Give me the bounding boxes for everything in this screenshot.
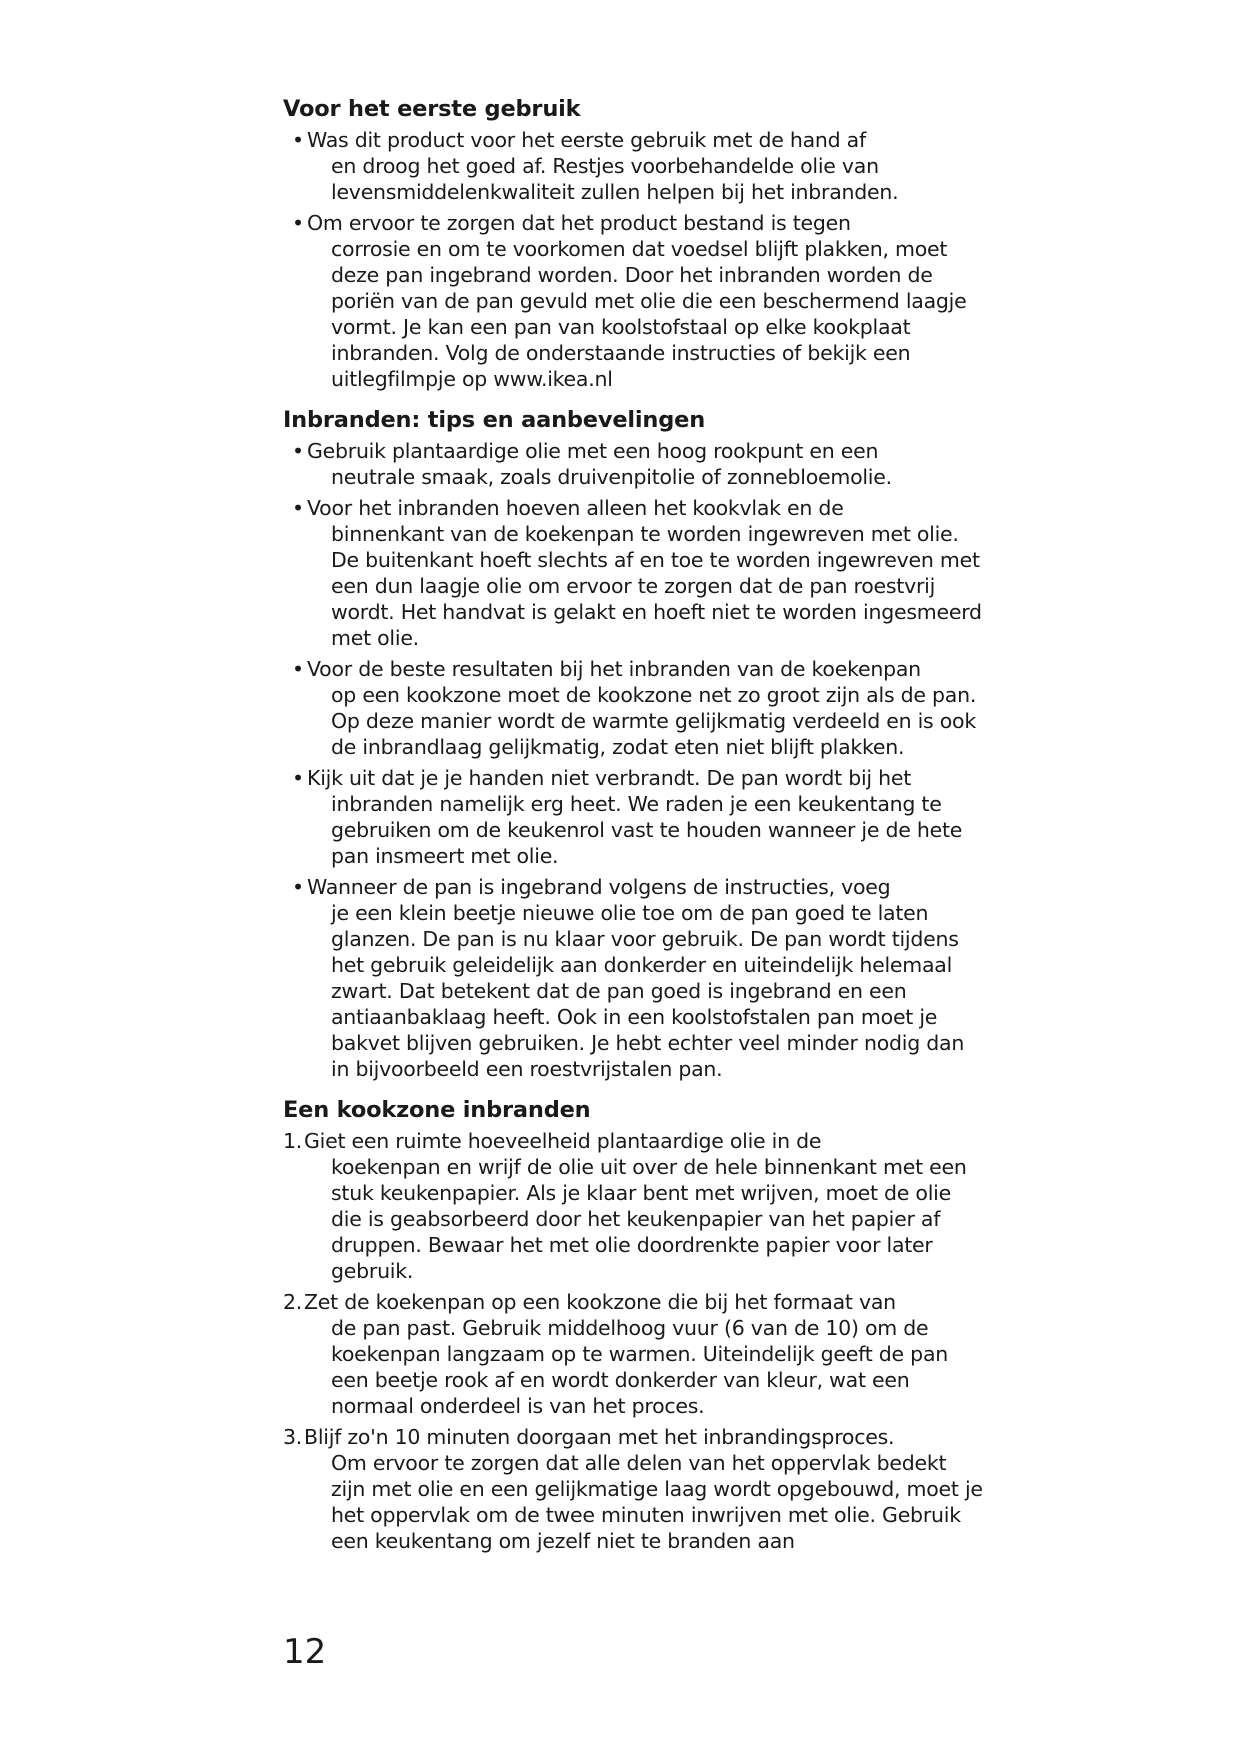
section-tips — [283, 405, 983, 1082]
list-item — [283, 1289, 983, 1419]
numbered-list — [283, 1128, 983, 1554]
list-item — [283, 874, 983, 1082]
item-text: corrosie en om te voorkomen dat voedsel blijft plakken, moet deze pan ingebrand worden. Door het inbranden worden de poriën van de pan gevuld met olie die een beschermend laagje vormt. Je kan een pan van koolstofstaal op elke kookplaat inbranden. Volg de onderstaande instructies of bekijk een uitlegfilmpje op www.ikea.nl — [331, 237, 967, 391]
item-first-line: Zet de koekenpan op een kookzone die bij het formaat van — [304, 1290, 896, 1314]
item-first-line: Blijf zo'n 10 minuten doorgaan met het inbrandingsproces. — [304, 1425, 895, 1449]
item-first-line: Wanneer de pan is ingebrand volgens de instructies, voeg — [307, 875, 891, 899]
step-number: 3. — [283, 1425, 303, 1449]
item-text: binnenkant van de koekenpan te worden ingewreven met olie. De buitenkant hoeft slechts af en toe te worden ingewreven met een dun laagje olie om ervoor te zorgen dat de pan roestvrij wordt. Het handvat is gelakt en hoeft niet te worden ingesmeerd met olie. — [331, 522, 982, 650]
step-number: 2. — [283, 1290, 303, 1314]
item-first-line: Gebruik plantaardige olie met een hoog rookpunt en een — [307, 439, 879, 463]
bullet-marker: • — [292, 766, 304, 790]
bullet-marker: • — [292, 211, 304, 235]
item-text: en droog het goed af. Restjes voorbehandelde olie van levensmiddelenkwaliteit zullen helpen bij het inbranden. — [331, 154, 899, 204]
item-first-line: Voor de beste resultaten bij het inbranden van de koekenpan — [307, 657, 921, 681]
bullet-marker: • — [292, 496, 304, 520]
bullet-marker: • — [292, 657, 304, 681]
list-item — [283, 210, 983, 392]
item-text: inbranden namelijk erg heet. We raden je een keukentang te gebruiken om de keukenrol vast te houden wanneer je de hete pan insmeert met olie. — [331, 792, 963, 868]
page-number: 12 — [283, 1632, 327, 1672]
item-text: de pan past. Gebruik middelhoog vuur (6 van de 10) om de koekenpan langzaam op te warmen. Uiteindelijk geeft de pan een beetje rook af en wordt donkerder van kleur, wat een normaal onderdeel is van het proces. — [331, 1316, 948, 1418]
item-first-line: Om ervoor te zorgen dat het product bestand is tegen — [307, 211, 851, 235]
document-page — [283, 94, 983, 1567]
item-text: koekenpan en wrijf de olie uit over de hele binnenkant met een stuk keukenpapier. Als je klaar bent met wrijven, moet de olie die is geabsorbeerd door het keukenpapier van het papier af druppen. Bewaar het met olie doordrenkte papier voor later gebruik. — [331, 1155, 967, 1283]
item-text: je een klein beetje nieuwe olie toe om de pan goed te laten glanzen. De pan is nu klaar voor gebruik. De pan wordt tijdens het gebruik geleidelijk aan donkerder en uiteindelijk helemaal zwart. Dat betekent dat de pan goed is ingebrand en een antiaanbaklaag heeft. Ook in een koolstofstalen pan moet je bakvet blijven gebruiken. Je hebt echter veel minder nodig dan in bijvoorbeeld een roestvrijstalen pan. — [331, 901, 965, 1081]
section-title: Een kookzone inbranden — [283, 1097, 591, 1123]
bullet-list — [283, 438, 983, 1082]
list-item — [283, 495, 983, 651]
list-item — [283, 1424, 983, 1554]
list-item — [283, 1128, 983, 1284]
item-first-line: Giet een ruimte hoeveelheid plantaardige olie in de — [304, 1129, 822, 1153]
section-first-use — [283, 94, 983, 392]
bullet-marker: • — [292, 128, 304, 152]
item-text: op een kookzone moet de kookzone net zo groot zijn als de pan. Op deze manier wordt de warmte gelijkmatig verdeeld en is ook de inbrandlaag gelijkmatig, zodat eten niet blijft plakken. — [331, 683, 977, 759]
item-first-line: Voor het inbranden hoeven alleen het kookvlak en de — [307, 496, 844, 520]
list-item — [283, 438, 983, 490]
section-title: Voor het eerste gebruik — [283, 96, 581, 122]
step-number: 1. — [283, 1129, 303, 1153]
item-first-line: Kijk uit dat je je handen niet verbrandt. De pan wordt bij het — [307, 766, 912, 790]
list-item — [283, 656, 983, 760]
bullet-marker: • — [292, 875, 304, 899]
list-item — [283, 127, 983, 205]
section-title: Inbranden: tips en aanbevelingen — [283, 407, 706, 433]
bullet-list — [283, 127, 983, 392]
list-item — [283, 765, 983, 869]
item-text: Om ervoor te zorgen dat alle delen van het oppervlak bedekt zijn met olie en een gelijkmatige laag wordt opgebouwd, moet je het oppervlak om de twee minuten inwrijven met olie. Gebruik een keukentang om jezelf niet te branden aan — [331, 1451, 983, 1553]
item-text: neutrale smaak, zoals druivenpitolie of zonnebloemolie. — [331, 465, 892, 489]
section-seasoning-steps — [283, 1095, 983, 1554]
bullet-marker: • — [292, 439, 304, 463]
item-first-line: Was dit product voor het eerste gebruik met de hand af — [307, 128, 866, 152]
